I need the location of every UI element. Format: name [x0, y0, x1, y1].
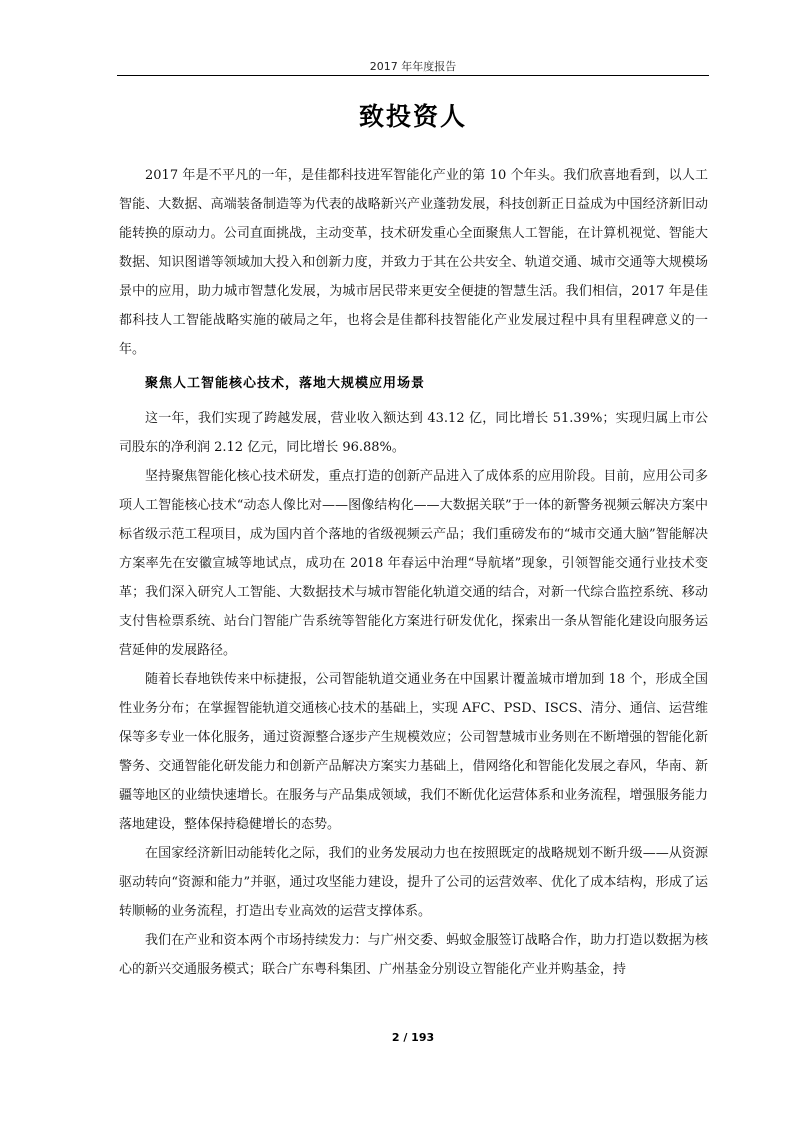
paragraph-rail-transit: 随着长春地铁传来中标捷报，公司智能轨道交通业务在中国累计覆盖城市增加到 18 个，形成全国性业务分布；在掌握智能轨道交通核心技术的基础上，实现 AFC、PSD、ISCS、清分、通信、运营维保等多专业一体化服务，通过资源整合逐步产生规模效应；公司智慧城市业务则在不断增强的智能化新警务、交通智能化研发能力和创新产品解决方案实力基础上，借网络化和智能化发展之春风，华南、新疆等地区的业绩快速增长。在服务与产品集成领域，我们不断优化运营体系和业务流程，增强服务能力落地建设，整体保持稳健增长的态势。	[119, 672, 708, 832]
paragraph-financial-results: 这一年，我们实现了跨越发展，营业收入额达到 43.12 亿，同比增长 51.39%；实现归属上市公司股东的净利润 2.12 亿元，同比增长 96.88%。	[119, 411, 708, 455]
paragraph-core-technology: 坚持聚焦智能化核心技术研发，重点打造的创新产品进入了成体系的应用阶段。目前，应用公司多项人工智能核心技术“动态人像比对——图像结构化——大数据关联”于一体的新警务视频云解决方案中标省级示范工程项目，成为国内首个落地的省级视频云产品；我们重磅发布的“城市交通大脑”智能解决方案率先在安徽宣城等地试点，成功在 2018 年春运中治理“导航堵”现象，引领智能交通行业技术变革；我们深入研究人工智能、大数据技术与城市智能化轨道交通的结合，对新一代综合监控系统、移动支付售检票系统、站台门智能广告系统等智能化方案进行研发优化，探索出一条从智能化建设向服务运营延伸的发展路径。	[119, 469, 708, 658]
header-divider	[117, 75, 709, 76]
intro-paragraph: 2017 年是不平凡的一年，是佳都科技进军智能化产业的第 10 个年头。我们欣喜地看到，以人工智能、大数据、高端装备制造等为代表的战略新兴产业蓬勃发展，科技创新正日益成为中国经济新旧动能转换的原动力。公司直面挑战，主动变革，技术研发重心全面聚焦人工智能，在计算机视觉、智能大数据、知识图谱等领域加大投入和创新力度，并致力于其在公共安全、轨道交通、城市交通等大规模场景中的应用，助力城市智慧化发展，为城市居民带来更安全便捷的智慧生活。我们相信，2017 年是佳都科技人工智能战略实施的破局之年，也将会是佳都科技智能化产业发展过程中具有里程碑意义的一年。	[119, 168, 708, 357]
page-title: 致投资人	[358, 102, 467, 131]
section-heading: 聚焦人工智能核心技术，落地大规模应用场景	[145, 376, 426, 391]
running-header: 2017 年年度报告	[369, 60, 457, 73]
paragraph-growth-drivers: 在国家经济新旧动能转化之际，我们的业务发展动力也在按照既定的战略规划不断升级——从资源驱动转向“资源和能力”并驱，通过攻坚能力建设，提升了公司的运营效率、优化了成本结构，形成了运转顺畅的业务流程，打造出专业高效的运营支撑体系。	[119, 846, 708, 919]
letter-body	[119, 161, 708, 984]
paragraph-capital-markets: 我们在产业和资本两个市场持续发力：与广州交委、蚂蚁金服签订战略合作，助力打造以数据为核心的新兴交通服务模式；联合广东粤科集团、广州基金分别设立智能化产业并购基金，持	[119, 933, 708, 977]
page-number: 2 / 193	[391, 1031, 435, 1044]
